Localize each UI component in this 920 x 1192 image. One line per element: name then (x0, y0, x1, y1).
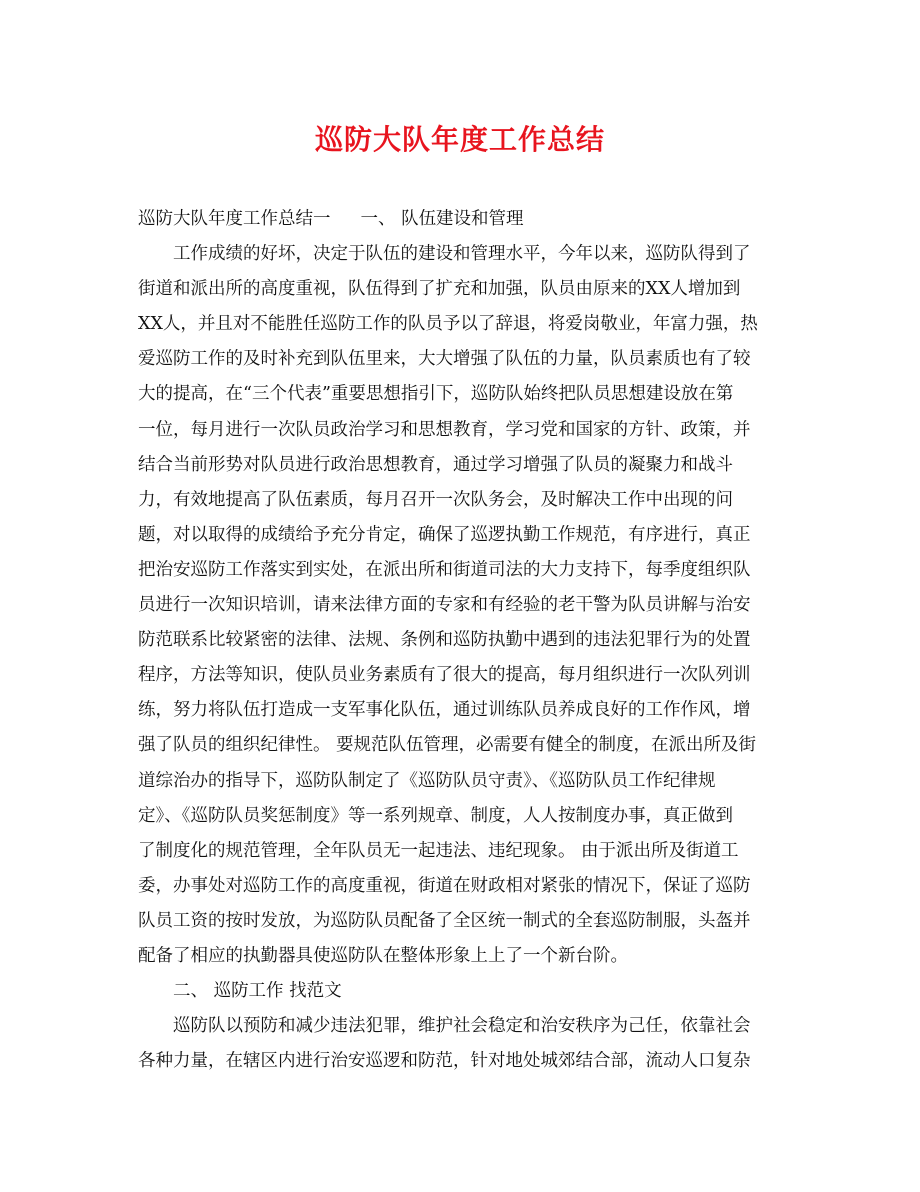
body-line: 练，努力将队伍打造成一支军事化队伍，通过训练队员养成良好的工作作风，增 (138, 700, 751, 721)
body-line: 各种力量，在辖区内进行治安巡逻和防范，针对地处城郊结合部，流动人口复杂 (138, 1051, 751, 1072)
document-body (138, 202, 772, 1079)
body-line: 一位，每月进行一次队员政治学习和思想教育，学习党和国家的方针、政策，并 (138, 419, 751, 440)
body-line: 委，办事处对巡防工作的高度重视，街道在财政相对紧张的情况下，保证了巡防 (138, 875, 751, 896)
body-line: 街道和派出所的高度重视，队伍得到了扩充和加强，队员由原来的XX人增加到 (138, 279, 741, 300)
body-line: 题，对以取得的成绩给予充分肯定，确保了巡逻执勤工作规范，有序进行，真正 (138, 524, 751, 545)
body-line (138, 202, 772, 237)
body-line: 力，有效地提高了队伍素质，每月召开一次队务会，及时解决工作中出现的问 (138, 489, 733, 510)
body-line: 工作成绩的好坏，决定于队伍的建设和管理水平，今年以来，巡防队得到了 (173, 244, 751, 265)
body-line: XX人，并且对不能胜任巡防工作的队员予以了辞退，将爱岗敬业，年富力强，热 (138, 314, 758, 335)
body-line: 程序，方法等知识，使队员业务素质有了很大的提高，每月组织进行一次队列训 (138, 665, 751, 686)
body-line: 把治安巡防工作落实到实处，在派出所和街道司法的大力支持下，每季度组织队 (138, 559, 751, 580)
body-line: 道综治办的指导下，巡防队制定了《巡防队员守责》、《巡防队员工作纪律规 (138, 770, 716, 791)
body-line: 巡防队以预防和减少违法犯罪，维护社会稳定和治安秩序为己任，依靠社会 (173, 1016, 751, 1037)
body-line: 爱巡防工作的及时补充到队伍里来，大大增强了队伍的力量，队员素质也有了较 (138, 349, 751, 370)
body-line: 强了队员的组织纪律性。 要规范队伍管理，必需要有健全的制度，在派出所及街 (138, 735, 757, 756)
section-heading: 一、 队伍建设和管理 (360, 209, 524, 229)
heading-text: 巡防大队年度工作总结一 (138, 209, 331, 229)
body-line: 结合当前形势对队员进行政治思想教育，通过学习增强了队员的凝聚力和战斗 (138, 454, 733, 475)
body-line: 大的提高，在“三个代表”重要思想指引下，巡防队始终把队员思想建设放在第 (138, 384, 734, 405)
document-title: 巡防大队年度工作总结 (314, 123, 605, 156)
section-heading: 二、 巡防工作 找范文 (173, 981, 342, 1002)
body-line: 定》、《巡防队员奖惩制度》等一系列规章、制度，人人按制度办事，真正做到 (138, 805, 733, 826)
body-line: 队员工资的按时发放，为巡防队员配备了全区统一制式的全套巡防制服，头盔并 (138, 910, 751, 931)
body-line: 员进行一次知识培训，请来法律方面的专家和有经验的老干警为队员讲解与治安 (138, 595, 751, 616)
body-line: 配备了相应的执勤器具使巡防队在整体形象上上了一个新台阶。 (138, 945, 628, 966)
body-line: 防范联系比较紧密的法律、法规、条例和巡防执勤中遇到的违法犯罪行为的处置 (138, 630, 751, 651)
body-line: 了制度化的规范管理，全年队员无一起违法、违纪现象。 由于派出所及街道工 (138, 840, 739, 861)
